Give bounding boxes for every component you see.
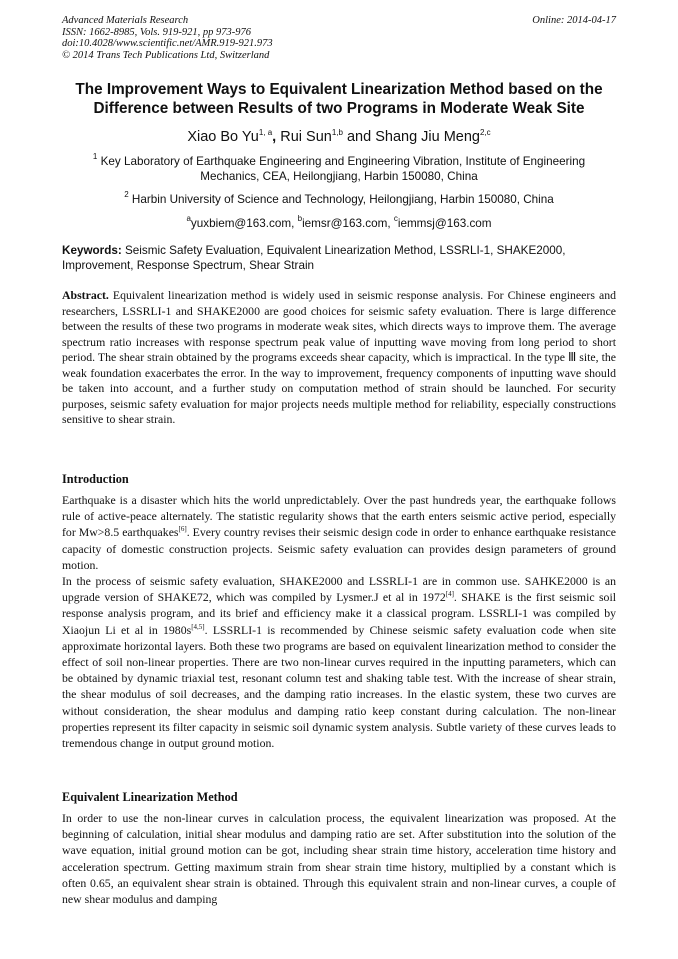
keywords-text: Seismic Safety Evaluation, Equivalent Linearization Method, LSSRLI-1, SHAKE2000, Improvement, Response Spectrum, Shear Strain: [62, 244, 566, 273]
author-name: Shang Jiu Meng: [375, 129, 480, 145]
section-heading-equivalent-linearization: Equivalent Linearization Method: [62, 790, 238, 804]
email-link[interactable]: yuxbiem@163.com,: [190, 217, 298, 230]
paragraph: [62, 492, 616, 573]
paragraph: In order to use the non-linear curves in calculation process, the equivalent linearization was proposed. At the beginning of calculation, initial shear modulus and damping ratio are set. After substitution into the solution of the wave equation, initial ground motion can be got, including shear strain time history, acceleration time history and acceleration spectrum. Getting maximum strain from shear strain time history, multiplied by a constant which is often 0.65, an equivalent shear strain is obtained. Through this equivalent strain and non-linear curves, a couple of new shear modulus and damping: [62, 811, 616, 907]
online-date: Online: 2014-04-17: [532, 15, 616, 26]
email-link[interactable]: iemsr@163.com,: [302, 217, 394, 230]
citation: [4,5]: [191, 622, 205, 631]
paragraph: [62, 573, 616, 751]
affiliation-number: 2: [124, 190, 129, 199]
paragraph-text: . SHAKE is the first seismic soil response analysis program, and its brief and efficiency make it a classical program. LSSRLI-1 was compiled by Xiaojun Li et al in 1980s: [62, 590, 616, 637]
copyright: © 2014 Trans Tech Publications Ltd, Switzerland: [62, 49, 270, 61]
keywords: [62, 243, 616, 273]
affiliation-text: Harbin University of Science and Technology, Heilongjiang, Harbin 150080, China: [128, 193, 554, 206]
citation: [6]: [178, 525, 187, 534]
affiliation-text: Mechanics, CEA, Heilongjiang, Harbin 150080, China: [200, 170, 478, 183]
author-affiliation-mark: 1,b: [331, 128, 343, 137]
author-list: [40, 128, 638, 146]
author-emails: [55, 216, 623, 231]
paper-title: [55, 80, 623, 118]
journal-name: Advanced Materials Research: [62, 15, 189, 26]
email-mark: c: [393, 214, 398, 223]
author-affiliation-mark: 1, a: [258, 128, 273, 137]
abstract-label: Abstract.: [62, 288, 109, 302]
keywords-label: Keywords:: [62, 244, 122, 257]
affiliation-number: 1: [92, 152, 98, 161]
equivalent-linearization-body: [62, 810, 616, 907]
affiliation-1: [55, 154, 623, 184]
paragraph-text: . LSSRLI-1 is recommended by Chinese seismic safety evaluation code when site approximate horizontal layers. Both these two programs are based on equivalent linearization method to consider the effect of soil non-linear properties. There are two non-linear curves required in the inputting parameters, which can be obtained by dynamic triaxial test, resonant column test and shaking table test. With the increase of shear strain, the shear modulus of soil decreases, and the damping ratio increases. In the elastic system, these two curves are without consideration, the shear modulus and damping ratio keep constant during calculation. The non-linear properties represent its filter capacity in seismic soil dynamic system analysis. Subtle variety of these curves leads to tremendous change in output ground motion.: [62, 622, 617, 751]
author-separator: and: [342, 129, 376, 145]
abstract: [62, 288, 616, 428]
publication-metadata: [62, 15, 273, 61]
email-mark: b: [297, 214, 303, 223]
citation: [4]: [445, 590, 454, 599]
title-line-2: Difference between Results of two Programs in Moderate Weak Site: [93, 100, 585, 117]
email-mark: a: [186, 214, 191, 223]
affiliation-text: Key Laboratory of Earthquake Engineering and Engineering Vibration, Institute of Engineering: [97, 155, 586, 168]
introduction-body: [62, 492, 616, 751]
doi: doi:10.4028/www.scientific.net/AMR.919-921.973: [62, 38, 273, 49]
author-name: Rui Sun: [280, 129, 332, 145]
paragraph-text: Earthquake is a disaster which hits the world unpredictablely. Over the past hundreds year, the earthquake follows rule of active-peace alternately. The statistic regularity shows that the earth enters seismic active period, especially for Mw>8.5 earthquakes: [62, 493, 616, 540]
section-heading-introduction: Introduction: [62, 472, 129, 486]
author-affiliation-mark: 2,c: [480, 128, 491, 137]
author-separator: ,: [272, 129, 281, 145]
issn-volume: ISSN: 1662-8985, Vols. 919-921, pp 973-976: [62, 26, 251, 38]
affiliation-2: [55, 192, 623, 207]
email-link[interactable]: iemmsj@163.com: [397, 217, 492, 230]
author-name: Xiao Bo Yu: [187, 129, 259, 145]
paragraph-text: . Every country revises their seismic design code in order to enhance earthquake resistance capacity of domestic construction projects. Seismic safety evaluation can provides design parameters of ground motion.: [62, 525, 616, 572]
title-line-1: The Improvement Ways to Equivalent Linearization Method based on the: [75, 81, 603, 98]
paragraph-text: In the process of seismic safety evaluation, SHAKE2000 and LSSRLI-1 are in common use. SAHKE2000 is an upgrade version of SHAKE72, which was compiled by Lysmer.J et al in 1972: [62, 574, 616, 605]
abstract-text: Equivalent linearization method is widely used in seismic response analysis. For Chinese engineers and researchers, LSSRLI-1 and SHAKE2000 are good choices for seismic safety evaluation. There is large difference between the results of these two programs in moderate weak sites, which directs ways to improve them. The average spectrum ratio increases with response spectrum peak value of inputting wave moving from long period to short period. The shear strain obtained by the programs exceeds shear capacity, which is impractical. In the type Ⅲ site, the weak foundation exacerbates the error. In the way to improvement, frequency components of inputting wave should be taken into account, and a further study on computation method of strain should be launched. For security purposes, seismic safety evaluation for major projects needs multiple method for reliability, especially constructions sensitive to shear strain.: [62, 288, 616, 426]
